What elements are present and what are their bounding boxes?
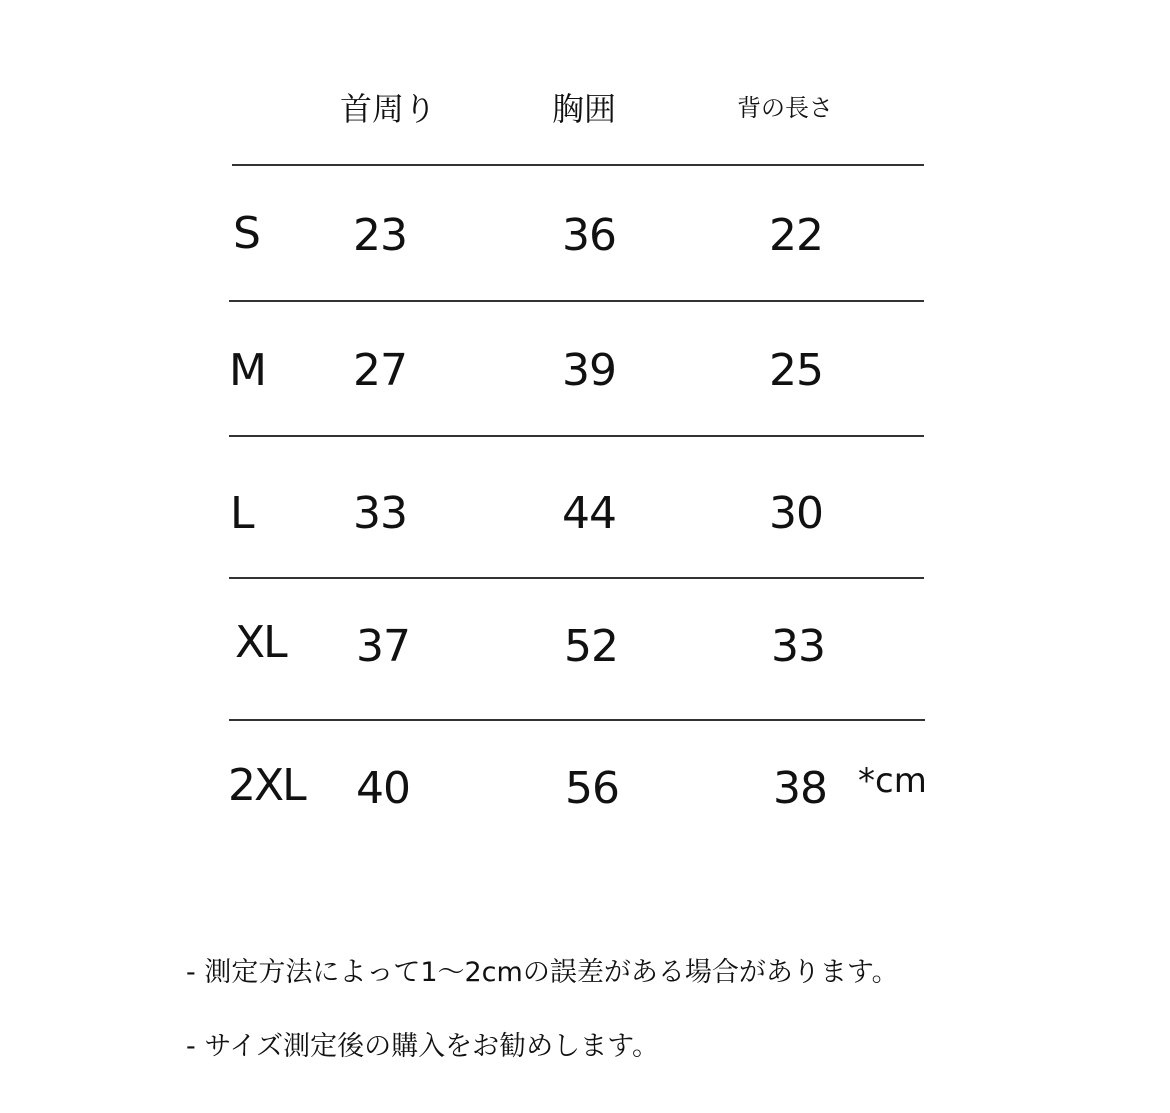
back-length-value: 33 [771,621,825,672]
size-label: L [230,488,253,539]
header-neck: 首周り [340,90,437,128]
header-back-length: 背の長さ [737,94,833,122]
table-divider [229,577,924,579]
chest-value: 44 [562,488,616,539]
table-divider [229,300,924,302]
neck-value: 33 [353,488,407,539]
table-divider [229,719,925,721]
back-length-value: 22 [769,210,823,261]
size-label: M [229,345,265,396]
unit-label: *cm [858,761,927,801]
table-divider [229,435,924,437]
size-label: XL [235,617,286,668]
neck-value: 23 [353,210,407,261]
size-label: 2XL [228,760,305,811]
header-chest: 胸囲 [552,90,617,128]
neck-value: 37 [356,621,410,672]
neck-value: 27 [353,345,407,396]
chest-value: 36 [562,210,616,261]
back-length-value: 25 [769,345,823,396]
chest-value: 52 [564,621,618,672]
back-length-value: 30 [769,488,823,539]
neck-value: 40 [356,763,410,814]
table-divider [232,164,924,166]
size-label: S [233,208,259,259]
back-length-value: 38 [773,763,827,814]
chest-value: 56 [565,763,619,814]
chest-value: 39 [562,345,616,396]
note-measurement-error: - 測定方法によって1～2cmの誤差がある場合があります。 [186,957,899,988]
note-measure-before-purchase: - サイズ測定後の購入をお勧めします。 [186,1031,660,1062]
